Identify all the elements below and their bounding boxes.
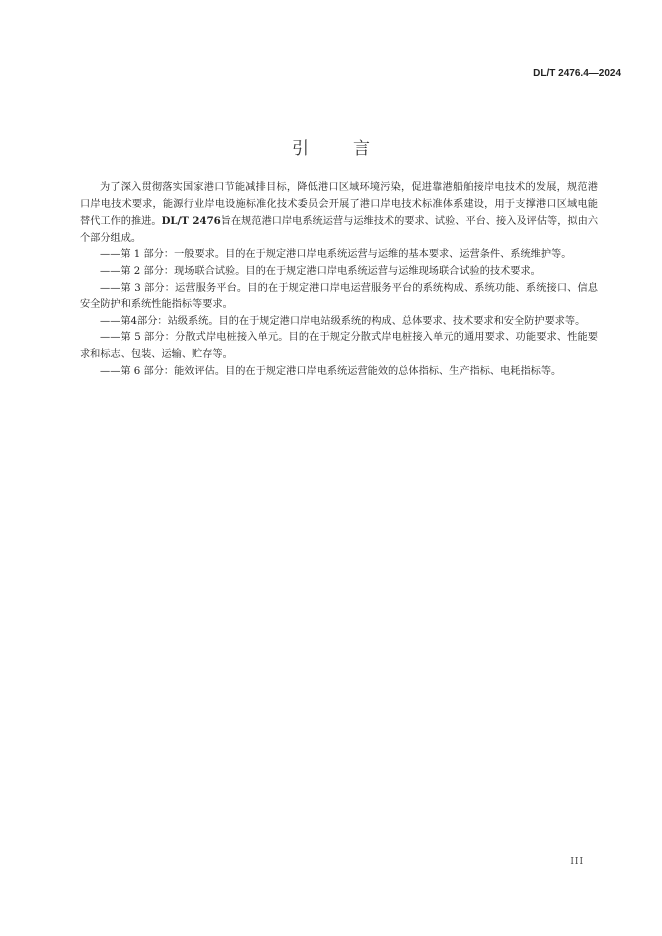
title-char-1: 引: [292, 139, 309, 159]
part-item-3: ——第 3 部分：运营服务平台。目的在于规定港口岸电运营服务平台的系统构成、系统功能、系统接口、信息安全防护和系统性能指标等要求。: [80, 282, 598, 311]
standard-code: DL/T 2476.4—2024: [533, 68, 621, 79]
intro-paragraph: [80, 180, 598, 247]
part-item-5: ——第 5 部分：分散式岸电桩接入单元。目的在于规定分散式岸电桩接入单元的通用要求、功能要求、性能要求和标志、包装、运输、贮存等。: [80, 332, 598, 360]
body-text: [80, 180, 598, 380]
part-item-1: ——第 1 部分：一般要求。目的在于规定港口岸电系统运营与运维的基本要求、运营条件、系统维护等。: [100, 249, 572, 261]
page-number: III: [570, 857, 584, 867]
intro-text-part1: 为了深入贯彻落实国家港口节能减排目标，降低港口区域环境污染，促进靠港船舶接岸电技术的发展，规范港口岸电技术要求，能源行业岸电设施标准化技术委员会开展了港口岸电技术标准体系建设，用于支撑港口区域电能替代工作的推进。: [80, 182, 598, 228]
intro-text-part2: 旨在规范港口岸电系统运营与运维技术的要求、试验、平台、接入及评估等，拟由六个部分组成。: [80, 216, 599, 244]
part-item-4: ——第4部分：站级系统。目的在于规定港口岸电站级系统的构成、总体要求、技术要求和安全防护要求等。: [100, 315, 586, 327]
part-item-6: ——第 6 部分：能效评估。目的在于规定港口岸电系统运营能效的总体指标、生产指标、电耗指标等。: [100, 365, 562, 377]
part-item-2: ——第 2 部分：现场联合试验。目的在于规定港口岸电系统运营与运维现场联合试验的技术要求。: [100, 265, 541, 277]
intro-standard-code: DL/T 2476: [161, 215, 221, 228]
title-char-2: 言: [353, 139, 370, 159]
page-title: [0, 134, 662, 159]
